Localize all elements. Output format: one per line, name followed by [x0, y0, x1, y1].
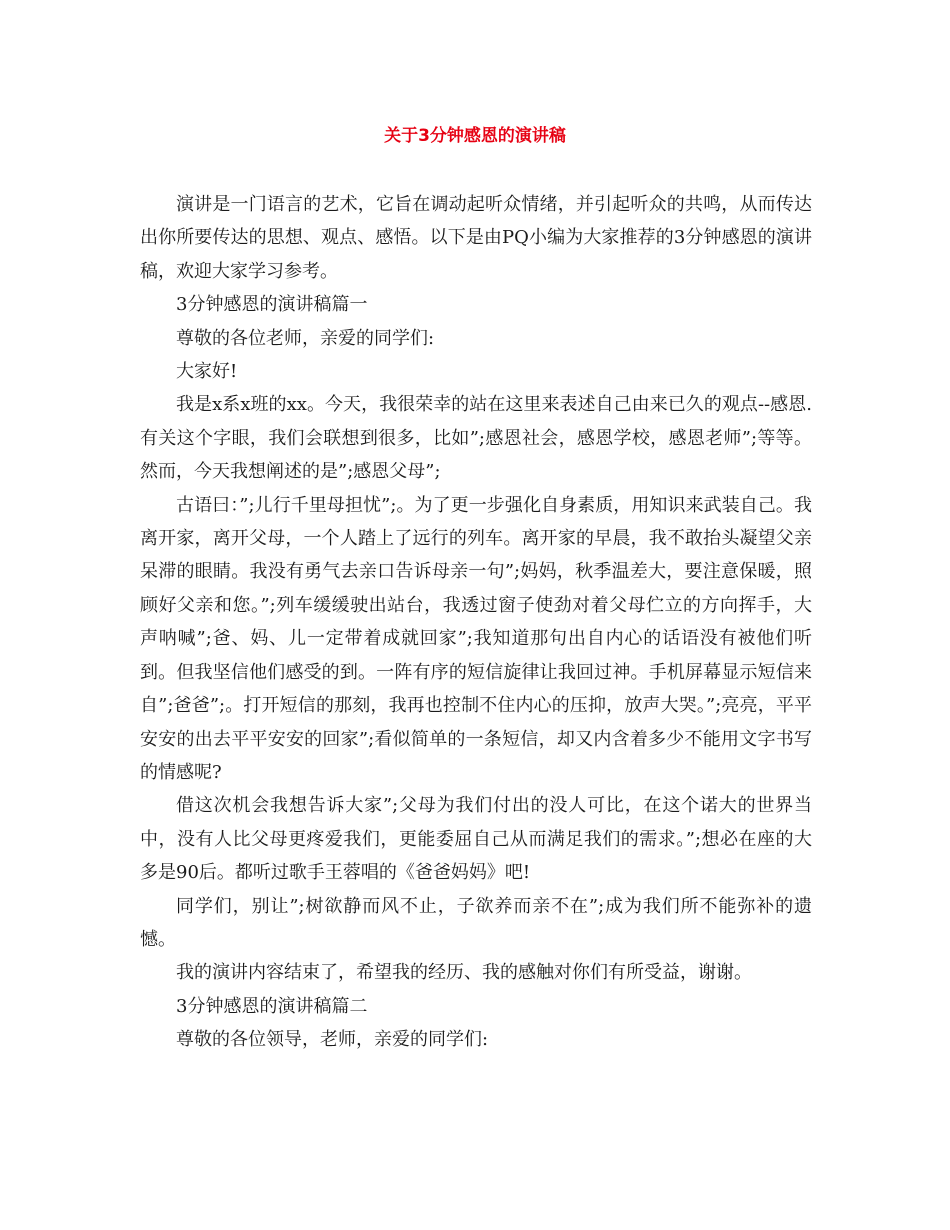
salutation-2: 尊敬的各位领导，老师，亲爱的同学们: — [176, 1029, 489, 1051]
document-body — [140, 188, 812, 1057]
greeting: 大家好! — [176, 361, 238, 383]
paragraph-story: 古语曰：”;儿行千里母担忧”;。为了更一步强化自身素质，用知识来武装自己。我离开家，离开父母，一个人踏上了远行的列车。离开家的早晨，我不敢抬头凝望父亲呆滞的眼睛。我没有勇气去亲口告诉母亲一句”;妈妈，秋季温差大，要注意保暖，照顾好父亲和您。”;列车缓缓驶出站台，我透过窗子使劲对着父母伫立的方向挥手，大声呐喊”;爸、妈、儿一定带着成就回家”;我知道那句出自内心的话语没有被他们听到。但我坚信他们感受的到。一阵有序的短信旋律让我回过神。手机屏幕显示短信来自”;爸爸”;。打开短信的那刻，我再也控制不住内心的压抑，放声大哭。”;亮亮，平平安安的出去平平安安的回家”;看似简单的一条短信，却又内含着多少不能用文字书写的情感呢? — [140, 494, 812, 783]
paragraph-message: 借这次机会我想告诉大家”;父母为我们付出的没人可比，在这个诺大的世界当中，没有人比父母更疼爱我们，更能委屈自己从而满足我们的需求。”;想必在座的大多是90后。都听过歌手王蓉唱的《爸爸妈妈》吧! — [140, 795, 812, 884]
document-title: 关于3分钟感恩的演讲稿 — [384, 126, 566, 146]
paragraph-closing: 我的演讲内容结束了，希望我的经历、我的感触对你们有所受益，谢谢。 — [176, 962, 752, 984]
paragraph-self-intro: 我是x系x班的xx。今天，我很荣幸的站在这里来表述自己由来已久的观点--感恩.有关这个字眼，我们会联想到很多，比如”;感恩社会，感恩学校，感恩老师”;等等。然而，今天我想阐述的是”;感恩父母”; — [140, 394, 812, 483]
section-heading-1: 3分钟感恩的演讲稿篇一 — [176, 294, 368, 316]
section-heading-2: 3分钟感恩的演讲稿篇二 — [176, 995, 368, 1017]
salutation-1: 尊敬的各位老师，亲爱的同学们: — [176, 327, 435, 349]
paragraph-appeal: 同学们，别让”;树欲静而风不止，子欲养而亲不在”;成为我们所不能弥补的遗憾。 — [140, 895, 812, 950]
paragraph-intro: 演讲是一门语言的艺术，它旨在调动起听众情绪，并引起听众的共鸣，从而传达出你所要传达的思想、观点、感悟。以下是由PQ小编为大家推荐的3分钟感恩的演讲稿，欢迎大家学习参考。 — [140, 194, 812, 282]
